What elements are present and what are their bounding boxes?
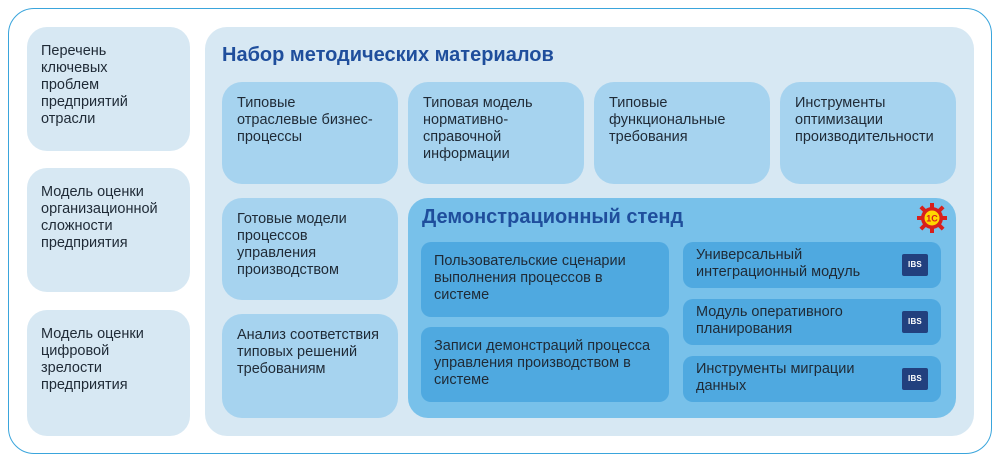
demo-item-label: Записи демонстраций процесса управления производством в системе — [434, 338, 651, 388]
card-reference-data-model — [408, 82, 584, 184]
card-production-models — [222, 198, 398, 300]
demo-integration-module — [683, 242, 941, 288]
left-box-label: Модель оценки цифровой зрелости предприятия — [41, 326, 144, 393]
demo-item-label: Модуль оперативного планирования — [696, 304, 843, 337]
demo-user-scenarios — [421, 242, 669, 317]
demo-stand-title: Демонстрационный стенд — [422, 206, 684, 228]
panel-title: Набор методических материалов — [222, 44, 554, 66]
demo-item-label: Пользовательские сценарии выполнения процессов в системе — [434, 253, 626, 303]
card-performance-tools — [780, 82, 956, 184]
demo-item-label: Инструменты миграции данных — [696, 361, 855, 394]
1c-gear-logo-icon — [917, 203, 947, 235]
demo-recordings — [421, 327, 669, 402]
card-label: Готовые модели процессов управления производством — [237, 211, 347, 278]
1c-logo-text: 1С — [926, 213, 938, 224]
demo-data-migration — [683, 356, 941, 402]
ibs-badge-icon: IBS — [902, 254, 928, 276]
left-box-digital-maturity — [27, 310, 190, 436]
card-functional-requirements — [594, 82, 770, 184]
card-label: Типовые функциональные требования — [609, 95, 726, 145]
card-label: Типовые отраслевые бизнес-процессы — [237, 95, 373, 145]
card-label: Анализ соответствия типовых решений требованиям — [237, 327, 379, 377]
ibs-badge-icon: IBS — [902, 311, 928, 333]
demo-item-label: Универсальный интеграционный модуль — [696, 247, 861, 280]
ibs-badge-icon: IBS — [902, 368, 928, 390]
card-conformance-analysis — [222, 314, 398, 418]
left-box-key-problems — [27, 27, 190, 151]
left-box-label: Перечень ключевых проблем предприятий отрасли — [41, 43, 128, 127]
left-box-org-complexity — [27, 168, 190, 292]
card-label: Типовая модель нормативно-справочной информации — [423, 95, 533, 162]
demo-planning-module — [683, 299, 941, 345]
card-business-processes — [222, 82, 398, 184]
card-label: Инструменты оптимизации производительности — [795, 95, 934, 145]
left-box-label: Модель оценки организационной сложности предприятия — [41, 184, 158, 251]
